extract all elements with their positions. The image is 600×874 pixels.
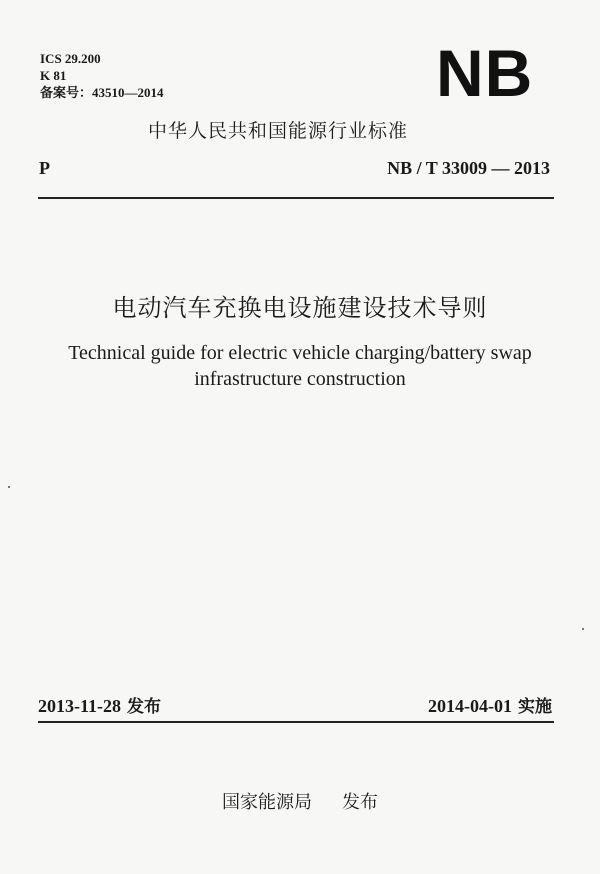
classification-block bbox=[40, 50, 164, 101]
issue-date-block bbox=[38, 692, 161, 717]
issue-label: 发布 bbox=[127, 697, 161, 717]
nb-logo: NB bbox=[436, 36, 534, 110]
issue-date: 2013-11-28 bbox=[38, 696, 121, 716]
bottom-divider bbox=[38, 721, 554, 723]
industry-standard-title: 中华人民共和国能源行业标准 bbox=[148, 120, 409, 142]
scan-speck bbox=[582, 628, 584, 630]
english-title-line-2: infrastructure construction bbox=[194, 368, 406, 390]
classification-code: K 81 bbox=[40, 68, 67, 83]
ics-code: ICS 29.200 bbox=[40, 51, 101, 66]
scan-speck bbox=[8, 486, 10, 488]
publisher-line bbox=[0, 788, 600, 814]
implementation-date: 2014-04-01 bbox=[428, 696, 512, 716]
filing-number: 备案号：43510—2014 bbox=[40, 85, 164, 100]
category-code: P bbox=[39, 158, 50, 178]
top-divider bbox=[38, 197, 554, 199]
implementation-label: 实施 bbox=[518, 697, 552, 717]
english-title-line-1: Technical guide for electric vehicle charging/battery swap bbox=[68, 342, 532, 364]
publisher-action: 发布 bbox=[342, 792, 378, 813]
implementation-date-block bbox=[428, 692, 552, 717]
standard-number: NB / T 33009 — 2013 bbox=[387, 158, 550, 178]
document-title-english bbox=[0, 340, 600, 392]
publisher-name: 国家能源局 bbox=[222, 792, 312, 813]
document-title-chinese: 电动汽车充换电设施建设技术导则 bbox=[112, 294, 488, 322]
